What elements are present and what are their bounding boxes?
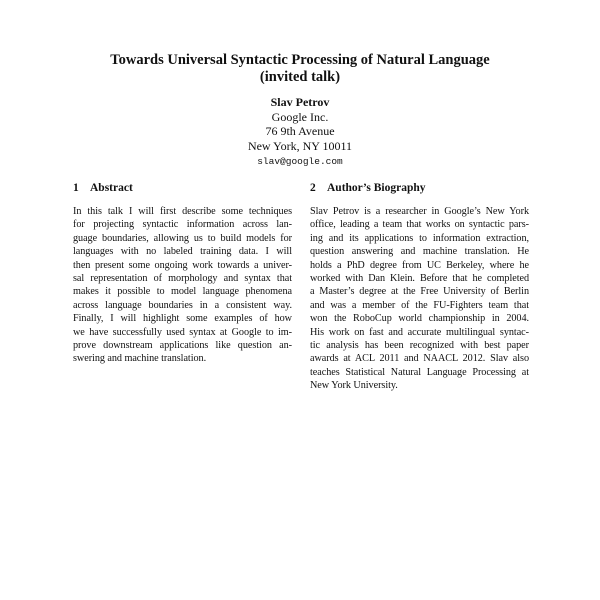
- paper-title: [0, 52, 600, 86]
- section-abstract: [73, 181, 292, 366]
- author-name: Slav Petrov: [270, 95, 330, 109]
- body-line: won the RoboCup world championship in 2004.: [310, 313, 529, 325]
- body-line: for projecting syntactic information across lan-: [73, 219, 292, 231]
- body-line: then present some ongoing work towards a univer-: [73, 259, 292, 271]
- body-line: teaches Statistical Natural Language Processing at: [310, 366, 529, 378]
- body-line: and was a member of the FU-Fighters team that: [310, 299, 529, 311]
- body-line: Finally, I will highlight some examples of how: [73, 313, 292, 325]
- title-subtitle-line: (invited talk): [259, 69, 341, 85]
- section-heading: [310, 181, 529, 195]
- body-line: holds a PhD degree from UC Berkeley, where he: [310, 259, 529, 271]
- author-address-street: 76 9th Avenue: [265, 124, 335, 138]
- body-line: prove downstream applications like question an-: [73, 339, 292, 351]
- body-line: awards at ACL 2011 and NAACL 2012. Slav also: [310, 353, 529, 365]
- body-line: we have successfully used syntax at Google to im-: [73, 326, 292, 338]
- section-title: Abstract: [90, 182, 133, 194]
- body-line: guage boundaries, allowing us to build models for: [73, 232, 292, 244]
- body-line: worked with Dan Klein. Before that he completed: [310, 272, 529, 284]
- body-line: across language boundaries in a consistent way.: [73, 299, 292, 311]
- title-line: Towards Universal Syntactic Processing of Natural Language: [110, 52, 490, 68]
- body-line: tic analysis has been recognized with best paper: [310, 339, 529, 351]
- body-line: makes it possible to model language phenomena: [73, 286, 292, 298]
- author-block: [0, 95, 600, 170]
- body-line: office, leading a team that works on syntactic pars-: [310, 219, 529, 231]
- body-line: In this talk I will first describe some techniques: [73, 206, 292, 217]
- body-line: swering and machine translation.: [73, 353, 207, 365]
- section-heading: [73, 181, 292, 195]
- section-number: 2: [310, 182, 316, 194]
- body-line: New York University.: [310, 380, 398, 392]
- body-line: a Master’s degree at the Free University of Berlin: [310, 286, 529, 298]
- author-email: slav@google.com: [257, 156, 343, 167]
- body-line: sal representation of morphology and syntax that: [73, 272, 292, 284]
- author-affiliation: Google Inc.: [271, 109, 329, 124]
- section-body: [73, 205, 292, 366]
- section-number: 1: [73, 182, 79, 194]
- section-title: Author’s Biography: [327, 182, 426, 194]
- body-line: question answering and machine translation. He: [310, 246, 529, 258]
- body-line: languages with no labeled training data. I will: [73, 246, 292, 258]
- body-line: His work on fast and accurate multilingual syntac-: [310, 326, 529, 338]
- body-line: ing and its applications to information extraction,: [310, 232, 529, 244]
- author-address-city: New York, NY 10011: [247, 138, 353, 153]
- section-author-biography: [310, 181, 529, 392]
- body-line: Slav Petrov is a researcher in Google’s New York: [310, 206, 529, 217]
- section-body: [310, 205, 529, 392]
